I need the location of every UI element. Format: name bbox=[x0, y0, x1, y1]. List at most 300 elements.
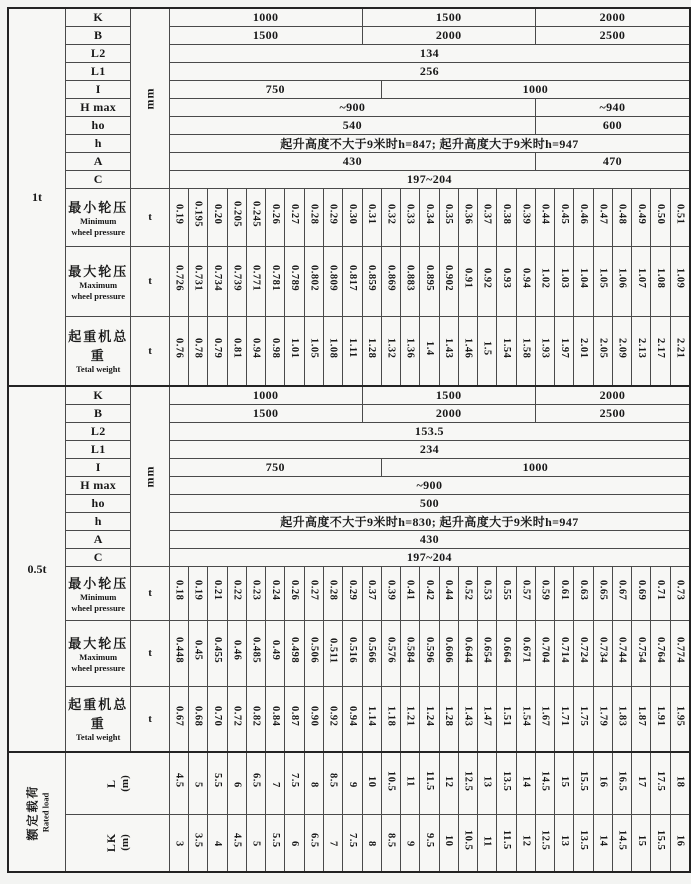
value-cell-total-weight bbox=[420, 686, 439, 752]
metric-label-en: wheel pressure bbox=[71, 662, 126, 673]
value-cell-span-L bbox=[478, 752, 497, 814]
total-weight-value: 1.01 bbox=[289, 338, 301, 359]
value-cell-max-wheel-pressure bbox=[651, 620, 670, 686]
span-L-value: 9 bbox=[346, 781, 358, 788]
value-cell-max-wheel-pressure bbox=[169, 620, 188, 686]
min-wheel-pressure-value: 0.28 bbox=[308, 204, 320, 225]
value-cell-total-weight bbox=[208, 686, 227, 752]
value-cell-total-weight bbox=[478, 316, 497, 386]
spec-row-label: C bbox=[66, 170, 131, 188]
total-weight-value: 2.13 bbox=[635, 338, 647, 359]
value-cell-max-wheel-pressure bbox=[304, 246, 323, 316]
max-wheel-pressure-value: 0.498 bbox=[289, 637, 301, 664]
max-wheel-pressure-value: 0.485 bbox=[250, 637, 262, 664]
value-cell-max-wheel-pressure bbox=[362, 620, 381, 686]
min-wheel-pressure-value: 0.48 bbox=[616, 204, 628, 225]
max-wheel-pressure-value: 0.566 bbox=[366, 637, 378, 664]
value-cell-span-LK bbox=[458, 814, 477, 872]
span-LK-value: 6.5 bbox=[308, 832, 320, 848]
value-cell-span-L bbox=[670, 752, 690, 814]
unit-label-mm bbox=[131, 386, 169, 566]
value-cell-span-LK bbox=[516, 814, 535, 872]
value-cell-span-LK bbox=[612, 814, 631, 872]
spec-value-cell: 470 bbox=[535, 152, 690, 170]
min-wheel-pressure-value: 0.44 bbox=[443, 580, 455, 601]
spec-value-cell: 2500 bbox=[535, 404, 690, 422]
value-cell-span-L bbox=[593, 752, 612, 814]
value-cell-span-LK bbox=[189, 814, 208, 872]
min-wheel-pressure-value: 0.73 bbox=[674, 580, 686, 601]
span-LK-value: 9.5 bbox=[423, 832, 435, 848]
value-cell-max-wheel-pressure bbox=[343, 246, 362, 316]
span-LK-value: 13.5 bbox=[578, 830, 590, 851]
value-cell-max-wheel-pressure bbox=[574, 246, 593, 316]
spec-row-label: H max bbox=[66, 476, 131, 494]
unit-label-t: t bbox=[131, 686, 169, 752]
value-cell-span-LK bbox=[323, 814, 342, 872]
max-wheel-pressure-value: 0.859 bbox=[366, 265, 378, 292]
span-LK-value: 11.5 bbox=[500, 830, 512, 851]
value-cell-min-wheel-pressure bbox=[343, 188, 362, 246]
value-cell-span-L bbox=[266, 752, 285, 814]
min-wheel-pressure-value: 0.44 bbox=[539, 204, 551, 225]
span-L-value: 14 bbox=[520, 775, 532, 788]
spec-value-cell: 500 bbox=[169, 494, 690, 512]
total-weight-value: 1.58 bbox=[520, 338, 532, 359]
min-wheel-pressure-value: 0.37 bbox=[481, 204, 493, 225]
spec-value-cell: 2000 bbox=[362, 26, 535, 44]
value-cell-min-wheel-pressure bbox=[169, 566, 188, 620]
value-cell-span-L bbox=[420, 752, 439, 814]
value-cell-min-wheel-pressure bbox=[189, 188, 208, 246]
max-wheel-pressure-value: 0.93 bbox=[500, 268, 512, 289]
spec-row-label: C bbox=[66, 548, 131, 566]
total-weight-value: 0.78 bbox=[192, 338, 204, 359]
span-LK-value: 12 bbox=[520, 835, 532, 847]
value-cell-max-wheel-pressure bbox=[458, 246, 477, 316]
max-wheel-pressure-value: 1.09 bbox=[674, 268, 686, 289]
spec-value-cell: 1000 bbox=[169, 386, 362, 404]
max-wheel-pressure-value: 0.644 bbox=[462, 637, 474, 664]
total-weight-value: 0.68 bbox=[192, 706, 204, 727]
value-cell-total-weight bbox=[574, 686, 593, 752]
spec-value-cell: 起升高度不大于9米时h=830; 起升高度大于9米时h=947 bbox=[169, 512, 690, 530]
max-wheel-pressure-value: 0.448 bbox=[173, 637, 185, 664]
total-weight-value: 1.46 bbox=[462, 338, 474, 359]
value-cell-max-wheel-pressure bbox=[362, 246, 381, 316]
total-weight-value: 0.87 bbox=[289, 706, 301, 727]
min-wheel-pressure-value: 0.53 bbox=[481, 580, 493, 601]
total-weight-value: 1.54 bbox=[520, 706, 532, 727]
value-cell-span-L bbox=[343, 752, 362, 814]
total-weight-value: 0.67 bbox=[173, 706, 185, 727]
min-wheel-pressure-value: 0.39 bbox=[385, 580, 397, 601]
value-cell-min-wheel-pressure bbox=[478, 566, 497, 620]
value-cell-max-wheel-pressure bbox=[323, 620, 342, 686]
total-weight-value: 0.90 bbox=[308, 706, 320, 727]
spec-row-label: A bbox=[66, 152, 131, 170]
span-LK-value: 4 bbox=[212, 841, 223, 847]
value-cell-total-weight bbox=[189, 316, 208, 386]
min-wheel-pressure-value: 0.36 bbox=[462, 204, 474, 225]
value-cell-min-wheel-pressure bbox=[439, 566, 458, 620]
value-cell-total-weight bbox=[574, 316, 593, 386]
total-weight-value: 1.14 bbox=[366, 706, 378, 727]
value-cell-total-weight bbox=[323, 686, 342, 752]
metric-label-en: wheel pressure bbox=[71, 602, 126, 613]
value-cell-max-wheel-pressure bbox=[246, 620, 265, 686]
value-cell-total-weight bbox=[401, 316, 420, 386]
span-LK-value: 4.5 bbox=[231, 832, 243, 848]
max-wheel-pressure-value: 1.06 bbox=[616, 268, 628, 289]
value-cell-total-weight bbox=[420, 316, 439, 386]
span-LK-value: 9 bbox=[404, 841, 416, 847]
value-cell-span-LK bbox=[555, 814, 574, 872]
metric-label-en: Tetal weight bbox=[76, 732, 121, 743]
value-cell-span-L bbox=[555, 752, 574, 814]
value-cell-span-LK bbox=[304, 814, 323, 872]
span-L-value: 17.5 bbox=[655, 770, 667, 791]
metric-label-zh: 最小轮压 bbox=[68, 575, 129, 591]
value-cell-min-wheel-pressure bbox=[632, 188, 651, 246]
spec-value-cell: 2500 bbox=[535, 26, 690, 44]
value-cell-total-weight bbox=[169, 686, 188, 752]
value-cell-total-weight bbox=[381, 316, 400, 386]
value-cell-max-wheel-pressure bbox=[612, 246, 631, 316]
value-cell-max-wheel-pressure bbox=[516, 620, 535, 686]
value-cell-max-wheel-pressure bbox=[670, 246, 690, 316]
value-cell-min-wheel-pressure bbox=[535, 188, 554, 246]
total-weight-value: 1.75 bbox=[578, 706, 590, 727]
max-wheel-pressure-value: 0.724 bbox=[578, 637, 590, 664]
value-cell-total-weight bbox=[612, 686, 631, 752]
max-wheel-pressure-value: 0.596 bbox=[423, 637, 435, 664]
value-cell-max-wheel-pressure bbox=[381, 620, 400, 686]
total-weight-value: 1.97 bbox=[558, 338, 570, 359]
total-weight-value: 1.91 bbox=[655, 706, 667, 727]
value-cell-span-L bbox=[285, 752, 304, 814]
total-weight-value: 0.72 bbox=[231, 706, 243, 727]
value-cell-max-wheel-pressure bbox=[478, 246, 497, 316]
span-LK-value: 13 bbox=[558, 835, 570, 847]
span-L-value: 5.5 bbox=[212, 773, 223, 789]
total-weight-value: 0.84 bbox=[269, 706, 281, 727]
min-wheel-pressure-value: 0.55 bbox=[500, 580, 512, 601]
value-cell-total-weight bbox=[343, 686, 362, 752]
span-L-value: 14.5 bbox=[539, 770, 551, 791]
value-cell-span-L bbox=[323, 752, 342, 814]
max-wheel-pressure-value: 0.902 bbox=[443, 265, 455, 292]
span-L-value: 15 bbox=[558, 775, 570, 788]
value-cell-max-wheel-pressure bbox=[401, 246, 420, 316]
value-cell-min-wheel-pressure bbox=[208, 188, 227, 246]
min-wheel-pressure-value: 0.26 bbox=[269, 204, 281, 225]
value-cell-min-wheel-pressure bbox=[670, 566, 690, 620]
spec-value-cell: 750 bbox=[169, 458, 381, 476]
max-wheel-pressure-value: 0.584 bbox=[404, 637, 416, 664]
value-cell-span-LK bbox=[285, 814, 304, 872]
value-cell-min-wheel-pressure bbox=[189, 566, 208, 620]
value-cell-span-LK bbox=[593, 814, 612, 872]
value-cell-total-weight bbox=[555, 316, 574, 386]
spec-value-cell: 256 bbox=[169, 62, 690, 80]
min-wheel-pressure-value: 0.51 bbox=[674, 204, 686, 225]
min-wheel-pressure-value: 0.30 bbox=[346, 204, 358, 225]
total-weight-value: 0.79 bbox=[212, 338, 223, 359]
value-cell-min-wheel-pressure bbox=[516, 188, 535, 246]
value-cell-min-wheel-pressure bbox=[362, 566, 381, 620]
metric-label-en: Minimum bbox=[80, 215, 117, 226]
spec-row-label: H max bbox=[66, 98, 131, 116]
value-cell-total-weight bbox=[516, 316, 535, 386]
span-L-value: 5 bbox=[192, 781, 204, 788]
metric-label-en: Minimum bbox=[80, 591, 117, 602]
total-weight-value: 2.05 bbox=[597, 338, 609, 359]
value-cell-span-L bbox=[632, 752, 651, 814]
max-wheel-pressure-value: 0.516 bbox=[346, 637, 358, 664]
value-cell-span-LK bbox=[401, 814, 420, 872]
value-cell-min-wheel-pressure bbox=[227, 566, 246, 620]
max-wheel-pressure-value: 0.895 bbox=[423, 265, 435, 292]
value-cell-total-weight bbox=[555, 686, 574, 752]
value-cell-max-wheel-pressure bbox=[266, 620, 285, 686]
value-cell-max-wheel-pressure bbox=[304, 620, 323, 686]
span-LK-value: 8.5 bbox=[385, 832, 397, 848]
max-wheel-pressure-value: 0.809 bbox=[327, 265, 339, 292]
value-cell-min-wheel-pressure bbox=[304, 566, 323, 620]
value-cell-total-weight bbox=[670, 686, 690, 752]
max-wheel-pressure-value: 0.91 bbox=[462, 268, 474, 289]
total-weight-value: 0.92 bbox=[327, 706, 339, 727]
min-wheel-pressure-value: 0.45 bbox=[558, 204, 570, 225]
unit-label-t: t bbox=[131, 246, 169, 316]
min-wheel-pressure-value: 0.63 bbox=[578, 580, 590, 601]
spec-value-cell: 起升高度不大于9米时h=847; 起升高度大于9米时h=947 bbox=[169, 134, 690, 152]
value-cell-min-wheel-pressure bbox=[497, 188, 516, 246]
value-cell-max-wheel-pressure bbox=[401, 620, 420, 686]
spec-row-label: ho bbox=[66, 116, 131, 134]
spec-value-cell: ~940 bbox=[535, 98, 690, 116]
metric-label-zh: 最大轮压 bbox=[68, 635, 129, 651]
metric-label-zh: 最小轮压 bbox=[68, 199, 129, 215]
value-cell-min-wheel-pressure bbox=[612, 188, 631, 246]
value-cell-min-wheel-pressure bbox=[593, 566, 612, 620]
spec-value-cell: 197~204 bbox=[169, 170, 690, 188]
min-wheel-pressure-value: 0.24 bbox=[269, 580, 281, 601]
total-weight-value: 1.24 bbox=[423, 706, 435, 727]
min-wheel-pressure-value: 0.18 bbox=[173, 580, 185, 601]
value-cell-span-L bbox=[458, 752, 477, 814]
total-weight-value: 1.95 bbox=[674, 706, 686, 727]
metric-label-zh: 起重机总重 bbox=[68, 697, 129, 732]
min-wheel-pressure-value: 0.35 bbox=[443, 204, 455, 225]
spec-row-label: K bbox=[66, 386, 131, 404]
spec-value-cell: 2000 bbox=[535, 8, 690, 26]
value-cell-min-wheel-pressure bbox=[381, 566, 400, 620]
span-row-label-span-L bbox=[66, 752, 170, 814]
min-wheel-pressure-value: 0.37 bbox=[366, 580, 378, 601]
spec-value-cell: 153.5 bbox=[169, 422, 690, 440]
value-cell-max-wheel-pressure bbox=[593, 246, 612, 316]
value-cell-total-weight bbox=[458, 316, 477, 386]
value-cell-max-wheel-pressure bbox=[420, 620, 439, 686]
value-cell-max-wheel-pressure bbox=[612, 620, 631, 686]
max-wheel-pressure-value: 0.506 bbox=[308, 637, 320, 664]
span-LK-value: 12.5 bbox=[539, 830, 551, 851]
crane-spec-table bbox=[7, 7, 691, 873]
span-LK-value: 7.5 bbox=[346, 832, 358, 848]
value-cell-min-wheel-pressure bbox=[478, 188, 497, 246]
max-wheel-pressure-value: 0.654 bbox=[481, 637, 493, 664]
span-row-label-span-LK bbox=[66, 814, 170, 872]
min-wheel-pressure-value: 0.46 bbox=[578, 204, 590, 225]
value-cell-max-wheel-pressure bbox=[227, 620, 246, 686]
max-wheel-pressure-value: 0.734 bbox=[597, 637, 609, 664]
value-cell-max-wheel-pressure bbox=[535, 620, 554, 686]
min-wheel-pressure-value: 0.195 bbox=[192, 201, 204, 228]
min-wheel-pressure-value: 0.19 bbox=[192, 580, 204, 601]
min-wheel-pressure-value: 0.59 bbox=[539, 580, 551, 601]
span-LK-value: 11 bbox=[481, 835, 493, 847]
value-cell-span-LK bbox=[651, 814, 670, 872]
value-cell-min-wheel-pressure bbox=[651, 566, 670, 620]
span-L-value: 13.5 bbox=[500, 770, 512, 791]
value-cell-total-weight bbox=[227, 686, 246, 752]
span-L-value: 18 bbox=[674, 775, 686, 788]
max-wheel-pressure-value: 1.08 bbox=[655, 268, 667, 289]
value-cell-max-wheel-pressure bbox=[439, 246, 458, 316]
spec-value-cell: 430 bbox=[169, 152, 535, 170]
value-cell-total-weight bbox=[632, 686, 651, 752]
max-wheel-pressure-value: 0.771 bbox=[250, 265, 262, 292]
span-L-value: 8.5 bbox=[327, 773, 339, 789]
metric-label-min-wheel-pressure bbox=[66, 566, 131, 620]
max-wheel-pressure-value: 0.45 bbox=[192, 640, 204, 661]
span-LK-value: 15.5 bbox=[655, 830, 667, 851]
value-cell-total-weight bbox=[497, 316, 516, 386]
span-L-value: 16 bbox=[597, 775, 609, 788]
value-cell-min-wheel-pressure bbox=[535, 566, 554, 620]
value-cell-span-L bbox=[169, 752, 188, 814]
span-LK-value: 7 bbox=[327, 841, 339, 847]
total-weight-value: 1.87 bbox=[635, 706, 647, 727]
total-weight-value: 1.43 bbox=[462, 706, 474, 727]
value-cell-min-wheel-pressure bbox=[208, 566, 227, 620]
value-cell-total-weight bbox=[401, 686, 420, 752]
max-wheel-pressure-value: 0.802 bbox=[308, 265, 320, 292]
value-cell-max-wheel-pressure bbox=[227, 246, 246, 316]
value-cell-min-wheel-pressure bbox=[458, 566, 477, 620]
total-weight-value: 0.82 bbox=[250, 706, 262, 727]
value-cell-total-weight bbox=[266, 316, 285, 386]
value-cell-min-wheel-pressure bbox=[323, 188, 342, 246]
spec-value-cell: 197~204 bbox=[169, 548, 690, 566]
span-L-value: 12.5 bbox=[462, 770, 474, 791]
value-cell-span-LK bbox=[478, 814, 497, 872]
metric-label-zh: 最大轮压 bbox=[68, 263, 129, 279]
max-wheel-pressure-value: 0.46 bbox=[231, 640, 243, 661]
max-wheel-pressure-value: 0.92 bbox=[481, 268, 493, 289]
value-cell-span-L bbox=[439, 752, 458, 814]
span-L-value: 11 bbox=[404, 776, 416, 788]
value-cell-span-LK bbox=[381, 814, 400, 872]
total-weight-value: 1.79 bbox=[597, 706, 609, 727]
max-wheel-pressure-value: 0.734 bbox=[212, 265, 223, 292]
total-weight-value: 2.01 bbox=[578, 338, 590, 359]
min-wheel-pressure-value: 0.20 bbox=[212, 204, 223, 225]
spec-row-label: L2 bbox=[66, 422, 131, 440]
span-L-value: 13 bbox=[481, 775, 493, 788]
max-wheel-pressure-value: 0.49 bbox=[269, 640, 281, 661]
value-cell-min-wheel-pressure bbox=[555, 566, 574, 620]
metric-label-en: Maximum bbox=[79, 279, 118, 290]
value-cell-min-wheel-pressure bbox=[266, 188, 285, 246]
value-cell-total-weight bbox=[169, 316, 188, 386]
spec-row-label: I bbox=[66, 458, 131, 476]
spec-value-cell: 1000 bbox=[381, 458, 690, 476]
value-cell-span-LK bbox=[208, 814, 227, 872]
value-cell-span-LK bbox=[169, 814, 188, 872]
load-rating-label: 1t bbox=[8, 8, 66, 386]
value-cell-min-wheel-pressure bbox=[246, 566, 265, 620]
value-cell-min-wheel-pressure bbox=[381, 188, 400, 246]
value-cell-min-wheel-pressure bbox=[285, 188, 304, 246]
unit-label-t: t bbox=[131, 188, 169, 246]
metric-label-total-weight bbox=[66, 316, 131, 386]
max-wheel-pressure-value: 0.764 bbox=[655, 637, 667, 664]
spec-value-cell: 234 bbox=[169, 440, 690, 458]
spec-value-cell: 1500 bbox=[362, 8, 535, 26]
spec-row-label: B bbox=[66, 404, 131, 422]
total-weight-value: 1.32 bbox=[385, 338, 397, 359]
total-weight-value: 1.71 bbox=[558, 706, 570, 727]
total-weight-value: 1.83 bbox=[616, 706, 628, 727]
value-cell-min-wheel-pressure bbox=[401, 566, 420, 620]
value-cell-min-wheel-pressure bbox=[612, 566, 631, 620]
value-cell-total-weight bbox=[651, 686, 670, 752]
value-cell-total-weight bbox=[208, 316, 227, 386]
value-cell-min-wheel-pressure bbox=[670, 188, 690, 246]
min-wheel-pressure-value: 0.22 bbox=[231, 580, 243, 601]
span-L-value: 16.5 bbox=[616, 770, 628, 791]
load-rating-label: 0.5t bbox=[8, 386, 66, 752]
spec-value-cell: 750 bbox=[169, 80, 381, 98]
value-cell-total-weight bbox=[362, 316, 381, 386]
min-wheel-pressure-value: 0.19 bbox=[173, 204, 185, 225]
span-L-label: L (m) bbox=[103, 775, 131, 792]
value-cell-min-wheel-pressure bbox=[169, 188, 188, 246]
span-LK-value: 8 bbox=[366, 841, 378, 847]
total-weight-value: 1.21 bbox=[404, 706, 416, 727]
span-LK-value: 6 bbox=[289, 841, 301, 847]
value-cell-total-weight bbox=[227, 316, 246, 386]
spec-value-cell: 1000 bbox=[381, 80, 690, 98]
value-cell-min-wheel-pressure bbox=[401, 188, 420, 246]
spec-row-label: L1 bbox=[66, 62, 131, 80]
spec-row-label: h bbox=[66, 512, 131, 530]
min-wheel-pressure-value: 0.69 bbox=[635, 580, 647, 601]
unit-label-t: t bbox=[131, 620, 169, 686]
total-weight-value: 1.51 bbox=[500, 706, 512, 727]
metric-label-en: Maximum bbox=[79, 651, 118, 662]
max-wheel-pressure-value: 0.774 bbox=[674, 637, 686, 664]
metric-label-en: Tetal weight bbox=[76, 364, 121, 375]
max-wheel-pressure-value: 0.883 bbox=[404, 265, 416, 292]
value-cell-total-weight bbox=[439, 686, 458, 752]
value-cell-span-L bbox=[381, 752, 400, 814]
value-cell-min-wheel-pressure bbox=[593, 188, 612, 246]
min-wheel-pressure-value: 0.29 bbox=[327, 204, 339, 225]
